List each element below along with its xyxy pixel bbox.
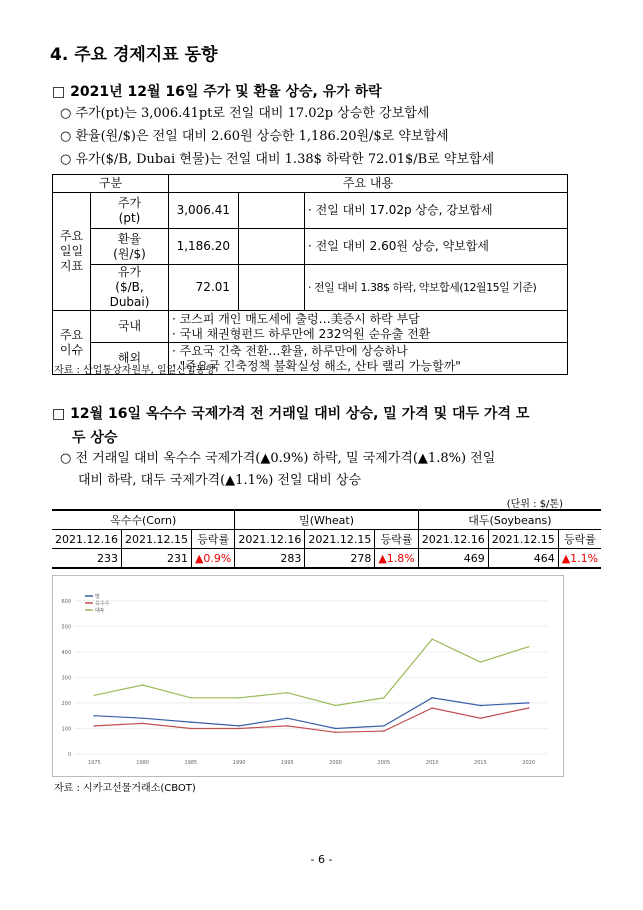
x-tick-label: 2010 bbox=[425, 760, 439, 766]
row-value-fx: 1,186.20 bbox=[169, 229, 239, 265]
row-content-oil: · 전일 대비 1.38$ 하락, 약보합세(12월15일 기준) bbox=[305, 265, 568, 311]
row-value-stock: 3,006.41 bbox=[169, 193, 239, 229]
corn-value-prev: 231 bbox=[121, 549, 191, 569]
row-blank-fx bbox=[239, 229, 305, 265]
price-history-chart bbox=[52, 575, 564, 777]
data-point bbox=[383, 725, 385, 727]
y-tick-label: 200 bbox=[61, 700, 71, 707]
data-point bbox=[528, 646, 530, 648]
unit-label: (단위 : $/톤) bbox=[506, 499, 563, 510]
wheat-date2: 2021.12.15 bbox=[305, 530, 375, 549]
issue-label-domestic: 국내 bbox=[91, 311, 169, 343]
data-point bbox=[142, 723, 144, 725]
x-tick-label: 1980 bbox=[136, 760, 149, 766]
issue-domestic-1: · 코스피 개인 매도세에 출렁…美증시 하락 부담 bbox=[172, 311, 420, 326]
data-point bbox=[142, 684, 144, 686]
issue-overseas-2: · "주요국 긴축정책 불확실성 해소, 산타 랠리 가능할까" bbox=[172, 358, 461, 373]
data-point bbox=[528, 702, 530, 704]
grain-bullet-2: 대비 하락, 대두 국제가격(▲1.1%) 전일 대비 상승 bbox=[78, 473, 362, 488]
header-category: 구분 bbox=[53, 175, 169, 193]
wheat-chg-head: 등락률 bbox=[375, 530, 418, 549]
wheat-change: ▲1.8% bbox=[375, 549, 418, 569]
soy-date2: 2021.12.15 bbox=[488, 530, 558, 549]
wheat-value-prev: 278 bbox=[305, 549, 375, 569]
group-issues: 주요 이슈 bbox=[53, 311, 91, 375]
issue-label-overseas: 해외 bbox=[91, 343, 169, 375]
grain-price-table bbox=[52, 509, 601, 569]
data-point bbox=[287, 725, 289, 727]
y-tick-label: 300 bbox=[61, 675, 71, 682]
bullet-stock: ○ 주가(pt)는 3,006.41pt로 전일 대비 17.02p 상승한 강보합세 bbox=[60, 106, 430, 121]
data-point bbox=[238, 697, 240, 699]
soy-change: ▲1.1% bbox=[558, 549, 601, 569]
y-tick-label: 400 bbox=[61, 649, 71, 656]
row-content-fx: · 전일 대비 2.60원 상승, 약보합세 bbox=[305, 229, 568, 265]
section-title: 4. 주요 경제지표 동향 bbox=[50, 45, 218, 65]
y-tick-label: 0 bbox=[67, 752, 71, 758]
row-value-oil: 72.01 bbox=[169, 265, 239, 311]
data-point bbox=[238, 728, 240, 730]
row-label-stock: 주가 (pt) bbox=[91, 193, 169, 229]
data-point bbox=[190, 728, 192, 730]
data-point bbox=[383, 697, 385, 699]
data-point bbox=[431, 638, 433, 640]
subsection-title-1: □ 2021년 12월 16일 주가 및 환율 상승, 유가 하락 bbox=[52, 84, 382, 100]
data-point bbox=[94, 715, 96, 717]
legend-label: 대두 bbox=[95, 608, 105, 614]
wheat-date1: 2021.12.16 bbox=[235, 530, 305, 549]
data-point bbox=[287, 692, 289, 694]
data-point bbox=[287, 717, 289, 719]
wheat-value-today: 283 bbox=[235, 549, 305, 569]
issue-content-overseas bbox=[169, 343, 568, 375]
data-point bbox=[335, 728, 337, 730]
corn-change: ▲0.9% bbox=[191, 549, 234, 569]
header-content: 주요 내용 bbox=[169, 175, 568, 193]
data-point bbox=[431, 697, 433, 699]
legend-label: 밀 bbox=[95, 594, 100, 600]
corn-chg-head: 등락률 bbox=[191, 530, 234, 549]
page-number: - 6 - bbox=[310, 853, 333, 866]
x-tick-label: 1985 bbox=[184, 760, 198, 766]
soy-value-prev: 464 bbox=[488, 549, 558, 569]
y-tick-label: 500 bbox=[61, 624, 71, 631]
x-tick-label: 2005 bbox=[377, 760, 391, 766]
issue-domestic-2: · 국내 채권형펀드 하루만에 232억원 순유출 전환 bbox=[172, 326, 431, 341]
issue-overseas-1: · 주요국 긴축 전환…환율, 하루만에 상승하나 bbox=[172, 343, 408, 358]
data-point bbox=[190, 697, 192, 699]
chart-svg bbox=[53, 576, 563, 776]
x-tick-label: 1995 bbox=[281, 760, 294, 766]
data-point bbox=[383, 730, 385, 732]
head-corn: 옥수수(Corn) bbox=[52, 510, 235, 530]
data-point bbox=[335, 705, 337, 707]
group-daily-indicators: 주요 일일 지표 bbox=[53, 193, 91, 311]
x-tick-label: 2015 bbox=[474, 760, 487, 766]
row-label-fx: 환율 (원/$) bbox=[91, 229, 169, 265]
source-note-1: 자료 : 산업통상자원부, 일일산업동향 bbox=[54, 365, 215, 376]
grain-bullet-1: ○ 전 거래일 대비 옥수수 국제가격(▲0.9%) 하락, 밀 국제가격(▲1.8%) 전일 bbox=[60, 451, 496, 466]
data-point bbox=[528, 707, 530, 709]
series-line-2 bbox=[94, 639, 528, 705]
y-tick-label: 600 bbox=[61, 598, 71, 605]
head-wheat: 밀(Wheat) bbox=[235, 510, 418, 530]
soy-value-today: 469 bbox=[418, 549, 488, 569]
x-tick-label: 2000 bbox=[329, 760, 342, 766]
bullet-oil: ○ 유가($/B, Dubai 현물)는 전일 대비 1.38$ 하락한 72.01$/B로 약보합세 bbox=[60, 152, 495, 167]
x-tick-label: 1975 bbox=[87, 760, 101, 766]
data-point bbox=[480, 717, 482, 719]
x-tick-label: 1990 bbox=[232, 760, 246, 766]
data-point bbox=[94, 694, 96, 696]
row-label-oil: 유가 ($/B, Dubai) bbox=[91, 265, 169, 311]
bullet-fx: ○ 환율(원/$)은 전일 대비 2.60원 상승한 1,186.20원/$로 약보합세 bbox=[60, 129, 449, 144]
data-point bbox=[480, 705, 482, 707]
series-line-0 bbox=[94, 698, 528, 729]
head-soy: 대두(Soybeans) bbox=[418, 510, 601, 530]
row-content-stock: · 전일 대비 17.02p 상승, 강보합세 bbox=[305, 193, 568, 229]
data-point bbox=[238, 725, 240, 727]
data-point bbox=[431, 707, 433, 709]
indicator-table bbox=[52, 174, 568, 375]
data-point bbox=[190, 721, 192, 723]
row-blank-stock bbox=[239, 193, 305, 229]
corn-date1: 2021.12.16 bbox=[52, 530, 121, 549]
corn-date2: 2021.12.15 bbox=[121, 530, 191, 549]
soy-chg-head: 등락률 bbox=[558, 530, 601, 549]
source-note-2: 자료 : 시카고선물거래소(CBOT) bbox=[54, 783, 196, 794]
legend-label: 옥수수 bbox=[95, 601, 110, 607]
issue-content-domestic bbox=[169, 311, 568, 343]
y-tick-label: 100 bbox=[61, 726, 71, 733]
row-blank-oil bbox=[239, 265, 305, 311]
data-point bbox=[142, 717, 144, 719]
corn-value-today: 233 bbox=[52, 549, 121, 569]
data-point bbox=[335, 731, 337, 733]
soy-date1: 2021.12.16 bbox=[418, 530, 488, 549]
data-point bbox=[480, 661, 482, 663]
x-tick-label: 2020 bbox=[522, 760, 536, 766]
subsection-title-2a: □ 12월 16일 옥수수 국제가격 전 거래일 대비 상승, 밀 가격 및 대두 가격 모 bbox=[52, 406, 530, 422]
data-point bbox=[94, 725, 96, 727]
subsection-title-2b: 두 상승 bbox=[72, 430, 118, 446]
